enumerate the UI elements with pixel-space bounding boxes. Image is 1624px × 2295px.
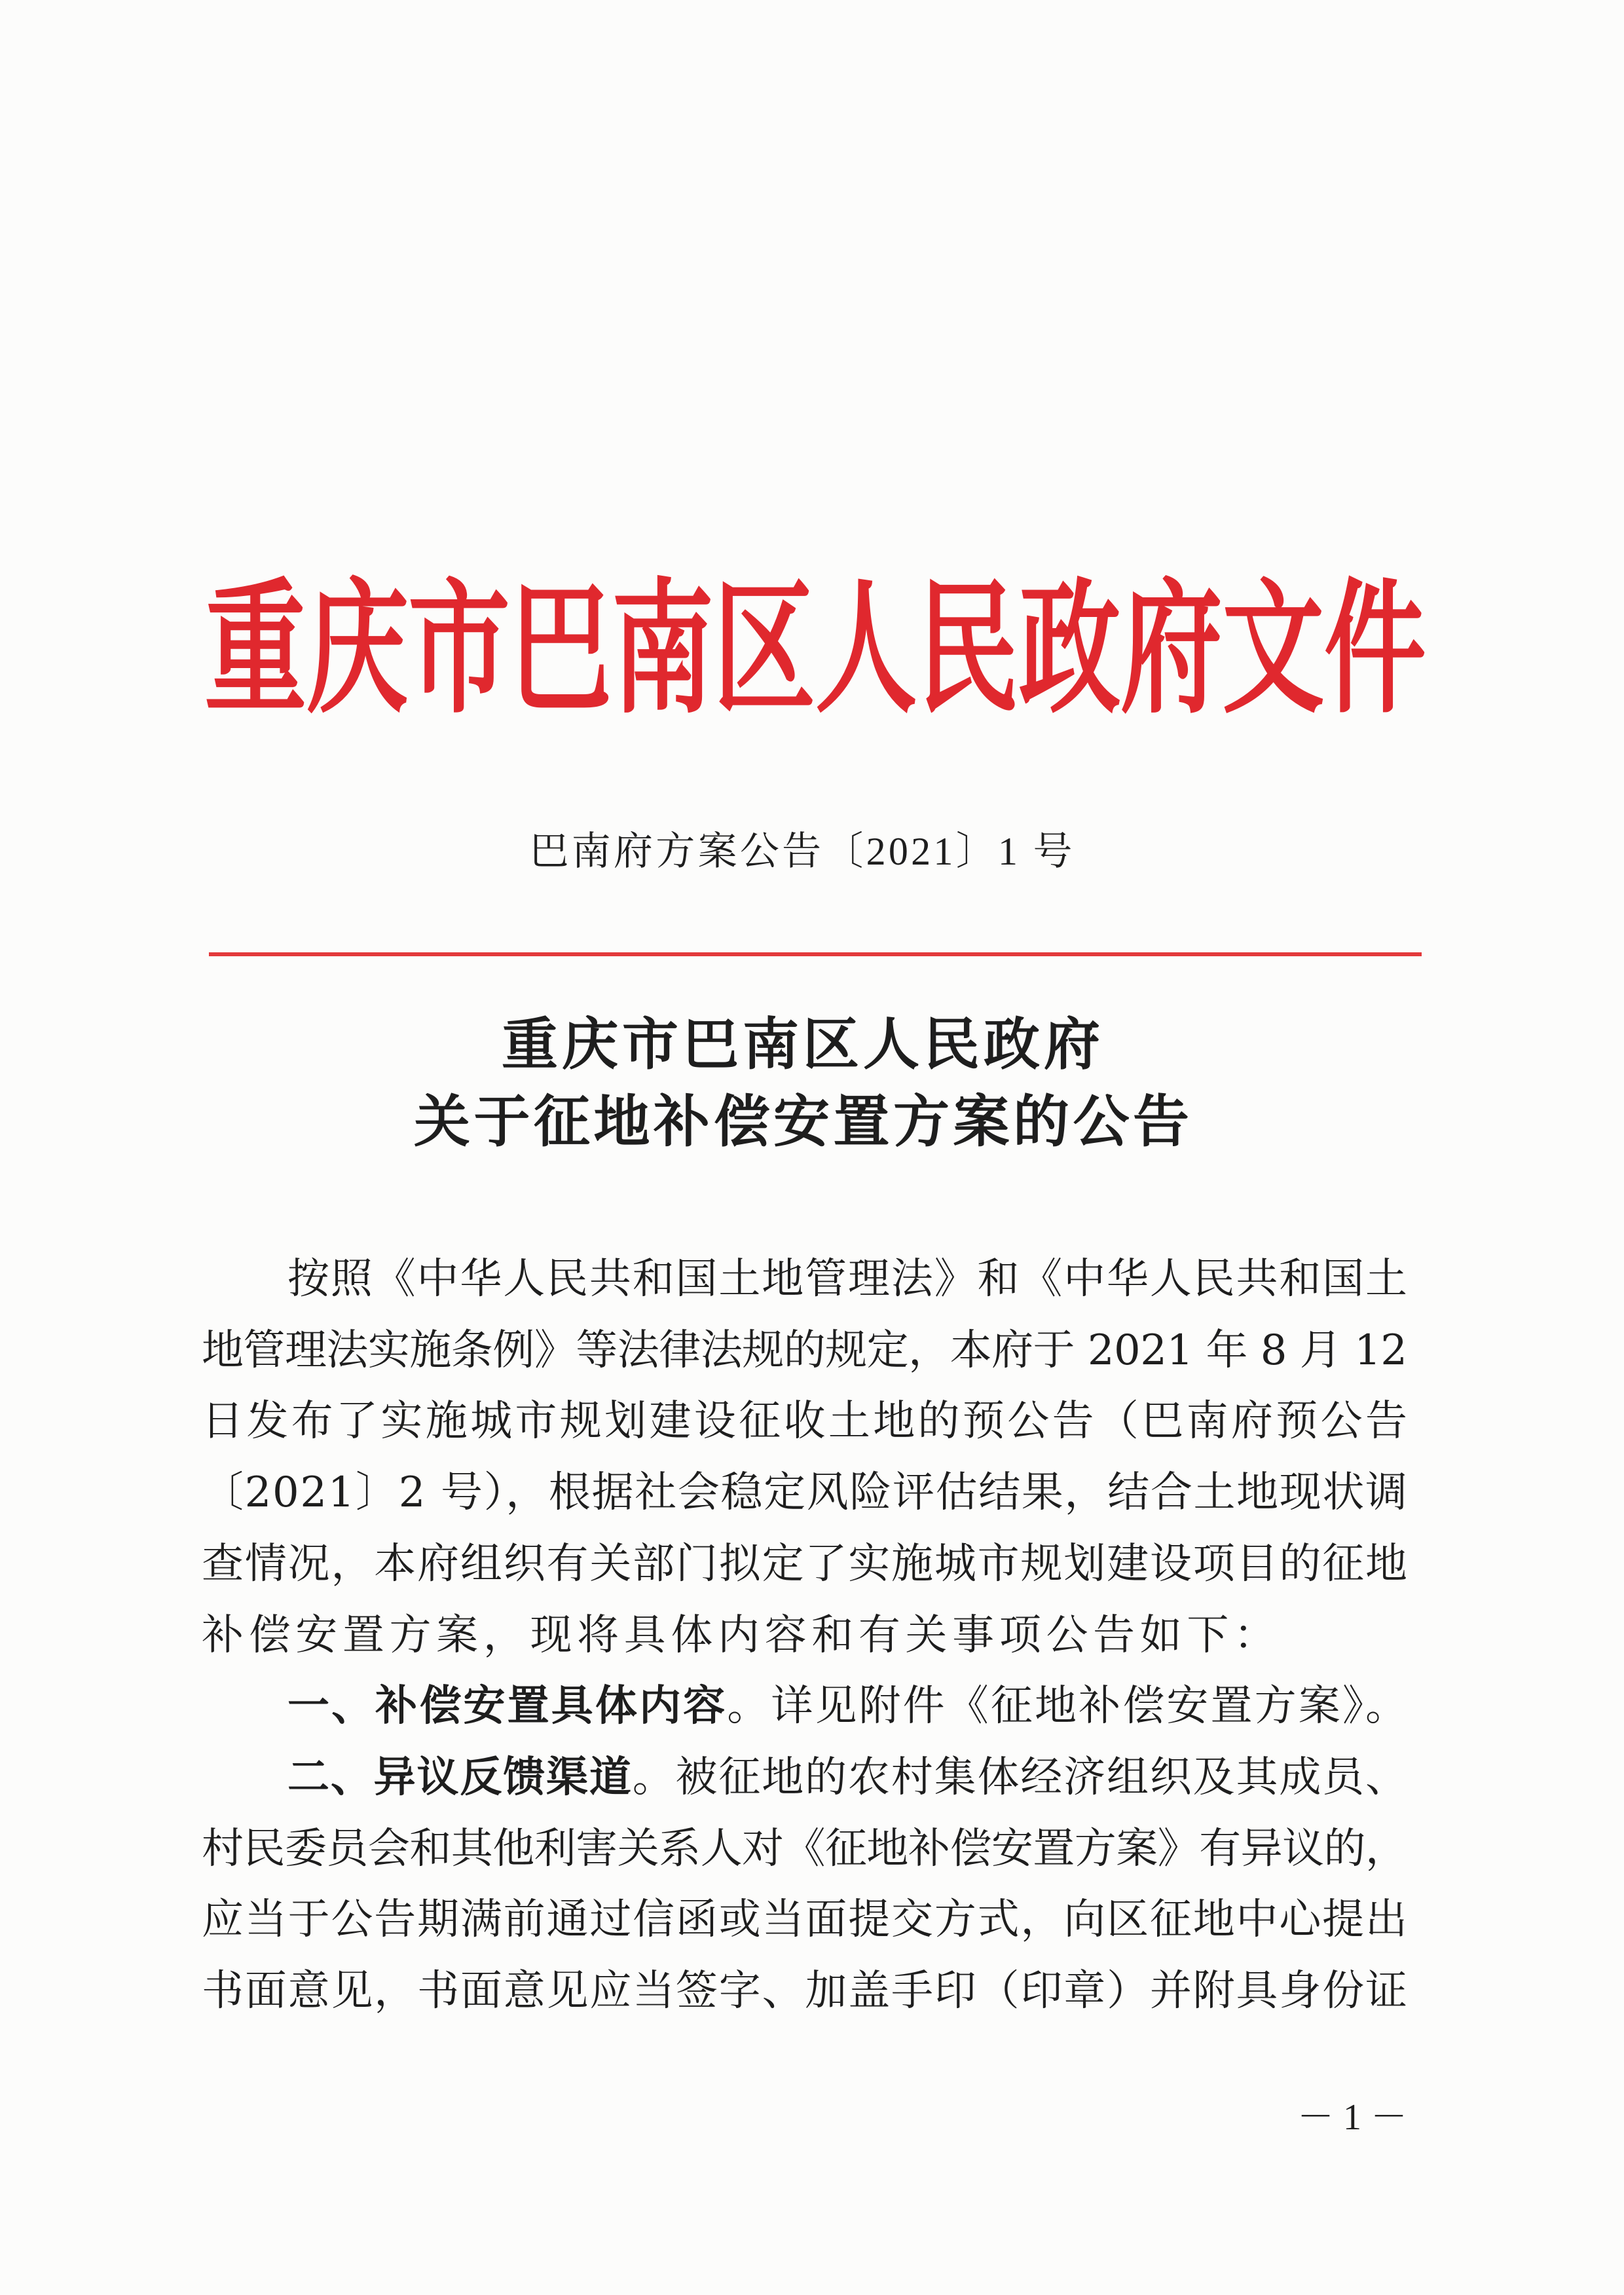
section-heading-compensation-content: 一、补偿安置具体内容	[287, 1682, 726, 1730]
body-line: 地管理法实施条例》等法律法规的规定，本府于 2021 年 8 月 12	[202, 1326, 1407, 1375]
header-title: 重庆市巴南区人民政府文件	[204, 570, 1426, 730]
section-text: 。详见附件《征地补偿安置方案》。	[727, 1682, 1407, 1730]
body-line	[287, 1753, 1407, 1802]
body-line: 补偿安置方案，现将具体内容和有关事项公告如下：	[202, 1611, 1276, 1660]
body-line: 村民委员会和其他利害关系人对《征地补偿安置方案》有异议的，	[202, 1825, 1407, 1873]
title-line-1: 重庆市巴南区人民政府	[502, 1013, 1100, 1076]
red-separator-rule	[209, 952, 1422, 956]
section-text: 。被征地的农村集体经济组织及其成员、	[632, 1753, 1407, 1802]
section-heading-objection-channel: 二、异议反馈渠道	[287, 1753, 631, 1802]
paragraph-2	[287, 1682, 1407, 1730]
body-line: 书面意见，书面意见应当签字、加盖手印（印章）并附具身份证	[202, 1967, 1407, 2015]
title-line-2: 关于征地补偿安置方案的公告	[414, 1091, 1189, 1153]
notice-body	[202, 1255, 1407, 2015]
body-line: 按照《中华人民共和国土地管理法》和《中华人民共和国土	[287, 1255, 1407, 1303]
body-line: 查情况，本府组织有关部门拟定了实施城市规划建设项目的征地	[202, 1540, 1407, 1588]
page-number: － 1 －	[1297, 2097, 1407, 2138]
body-line: 应当于公告期满前通过信函或当面提交方式，向区征地中心提出	[202, 1895, 1407, 1944]
body-line	[287, 1682, 1407, 1730]
doc-number: 巴南府方案公告〔2021〕1 号	[529, 830, 1073, 873]
body-line: 日发布了实施城市规划建设征收土地的预公告（巴南府预公告	[202, 1397, 1407, 1446]
body-line: 〔2021〕2 号），根据社会稳定风险评估结果，结合土地现状调	[202, 1468, 1407, 1517]
